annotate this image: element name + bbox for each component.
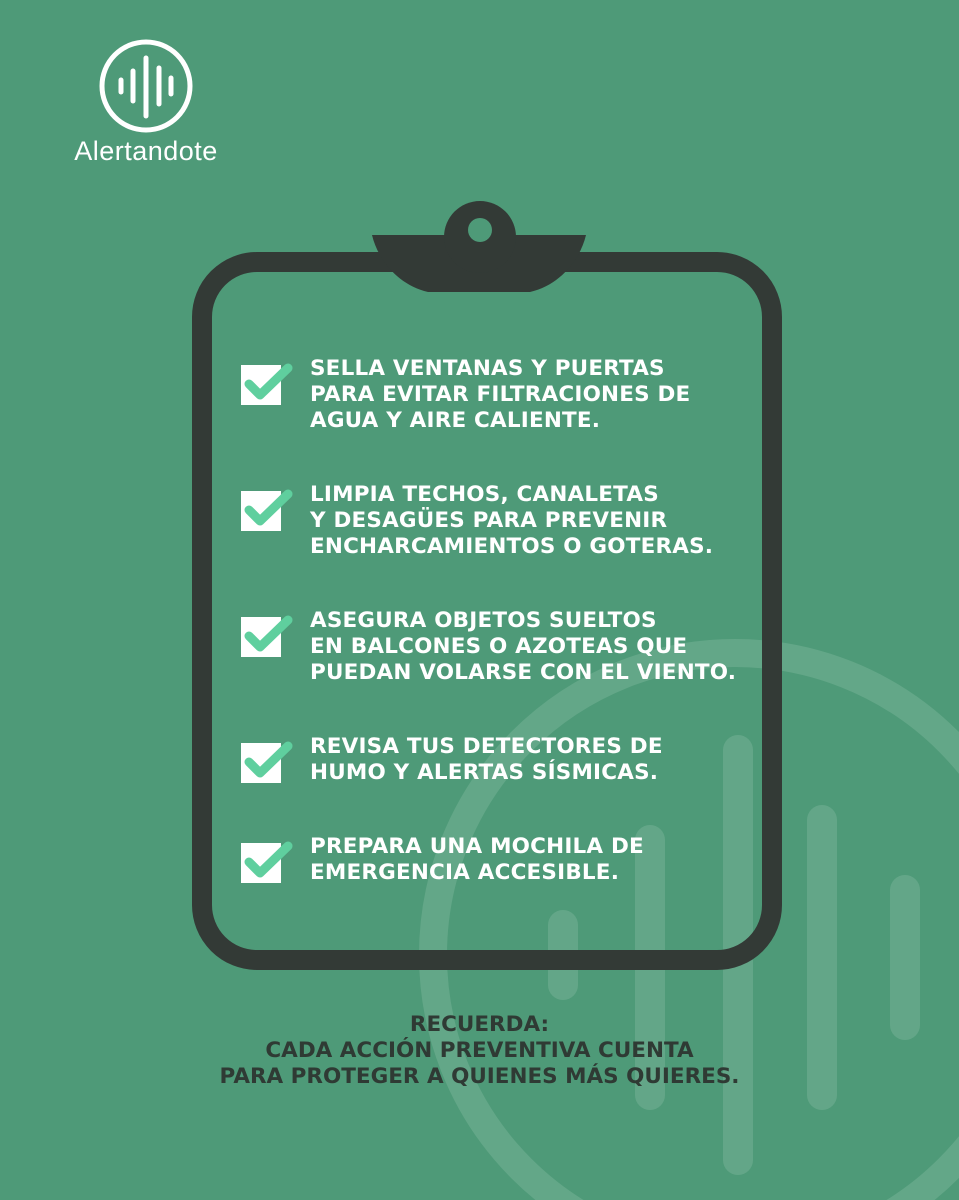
- checklist-item-text: SELLA VENTANAS Y PUERTAS PARA EVITAR FILTRACIONES DE AGUA Y AIRE CALIENTE.: [310, 356, 691, 433]
- checkbox-checked-icon: [238, 736, 298, 788]
- checkbox-checked-icon: [238, 358, 298, 410]
- checklist-item: [238, 356, 690, 434]
- checklist-item: [238, 608, 736, 686]
- reminder-line: CADA ACCIÓN PREVENTIVA CUENTA: [265, 1038, 694, 1063]
- checklist-item-text: LIMPIA TECHOS, CANALETAS Y DESAGÜES PARA PREVENIR ENCHARCAMIENTOS O GOTERAS.: [310, 482, 714, 559]
- reminder-heading: RECUERDA:: [409, 1012, 550, 1037]
- checklist-item: [238, 834, 644, 888]
- reminder-line: PARA PROTEGER A QUIENES MÁS QUIERES.: [219, 1064, 740, 1089]
- checklist-item-text: REVISA TUS DETECTORES DE HUMO Y ALERTAS SÍSMICAS.: [310, 734, 663, 785]
- checklist-item-text: PREPARA UNA MOCHILA DE EMERGENCIA ACCESIBLE.: [310, 834, 644, 885]
- checklist-item-text: ASEGURA OBJETOS SUELTOS EN BALCONES O AZOTEAS QUE PUEDAN VOLARSE CON EL VIENTO.: [310, 608, 737, 685]
- reminder-block: [0, 1012, 959, 1090]
- checkbox-checked-icon: [238, 836, 298, 888]
- brand-name: Alertandote: [74, 136, 218, 166]
- checkbox-checked-icon: [238, 610, 298, 662]
- checkbox-checked-icon: [238, 484, 298, 536]
- checklist-item: [238, 482, 713, 560]
- checklist-item: [238, 734, 663, 788]
